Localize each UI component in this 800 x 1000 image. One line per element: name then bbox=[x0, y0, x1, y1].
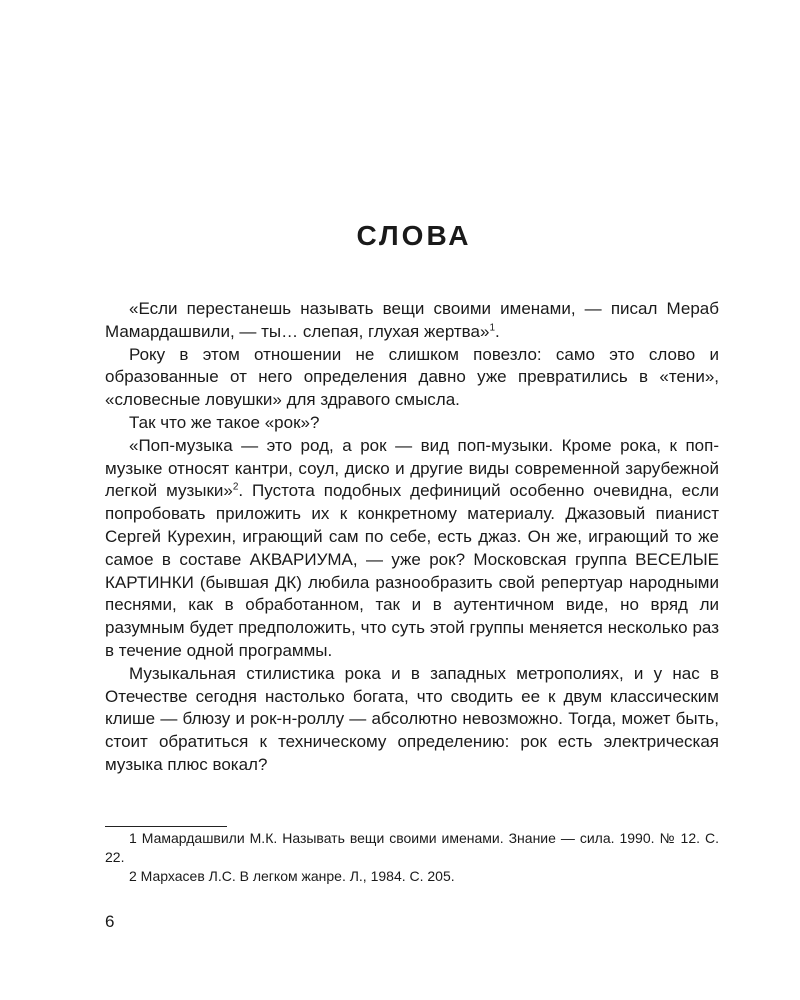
page-number: 6 bbox=[105, 912, 115, 931]
footnotes bbox=[105, 829, 719, 886]
paragraph-text-tail: . Пустота подобных дефиниций особенно очевидна, если попробовать приложить их к конкретному материалу. Джазовый пианист Сергей Курехин, играющий сам по себе, есть джаз. Он же, играющий то же самое в составе АКВАРИУМА, — уже рок? Московская группа ВЕСЕЛЫЕ КАРТИНКИ (бывшая ДК) любила разнообразить свой репертуар народными песнями, как в обработанном, так и в аутентичном виде, но вряд ли разумным будет предположить, что суть этой группы меняется несколько раз в течение одной программы. bbox=[105, 481, 719, 660]
paragraph bbox=[105, 412, 719, 435]
paragraph-text-tail: . bbox=[495, 321, 500, 341]
body-text bbox=[105, 298, 719, 777]
paragraph-text: «Поп-музыка — это род, а рок — вид поп-музыки. Кроме рока, к поп-музыке относят кантри, соул, диско и другие виды современной зарубежной легкой музыки» bbox=[105, 435, 719, 501]
footnote: 1 Мамардашвили М.К. Называть вещи своими именами. Знание — сила. 1990. № 12. С. 22. bbox=[105, 830, 719, 865]
paragraph bbox=[105, 435, 719, 663]
paragraph bbox=[105, 663, 719, 777]
chapter-title: СЛОВА bbox=[356, 220, 472, 251]
footnote-marker[interactable]: 1 bbox=[489, 322, 495, 334]
paragraph bbox=[105, 344, 719, 412]
footnote-marker[interactable]: 2 bbox=[232, 481, 239, 493]
paragraph-text: «Если перестанешь называть вещи своими именами, — писал Мераб Мамардашвили, — ты… слепая, глухая жертва» bbox=[105, 299, 719, 341]
paragraph-text: Року в этом отношении не слишком повезло: само это слово и образованные от него определения давно уже превратились в «тени», «словесные ловушки» для здравого смысла. bbox=[105, 344, 719, 410]
paragraph-text: Так что же такое «рок»? bbox=[129, 412, 320, 432]
paragraph bbox=[105, 298, 719, 344]
footnote: 2 Мархасев Л.С. В легком жанре. Л., 1984. С. 205. bbox=[129, 868, 455, 884]
footnote-divider bbox=[105, 826, 227, 827]
paragraph-text: Музыкальная стилистика рока и в западных метрополиях, и у нас в Отечестве сегодня настолько богата, что сводить ее к двум классическим клише — блюзу и рок-н-роллу — абсолютно невозможно. Тогда, может быть, стоит обратиться к техническому определению: рок есть электрическая музыка плюс вокал? bbox=[105, 663, 719, 774]
